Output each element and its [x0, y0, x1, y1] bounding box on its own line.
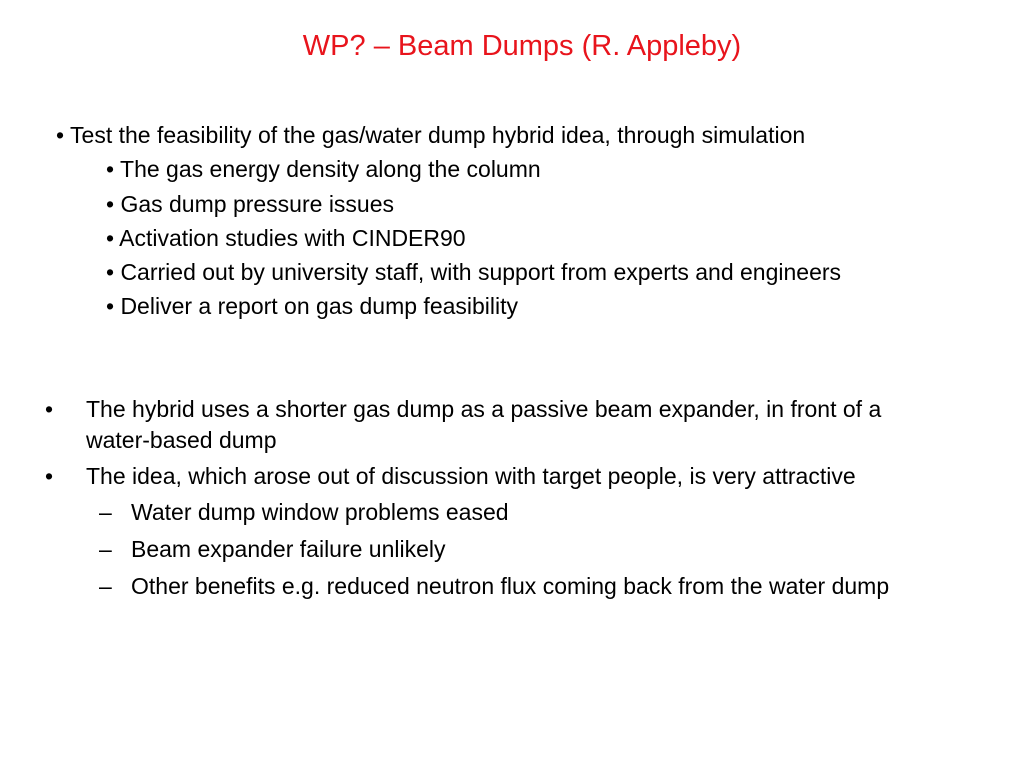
work-package-lead-item: • Test the feasibility of the gas/water dump hybrid idea, through simulation	[56, 122, 806, 148]
work-package-subitem: • Carried out by university staff, with support from experts and engineers	[106, 259, 842, 286]
benefit-text: Water dump window problems eased	[131, 499, 509, 525]
dash-marker: –	[99, 573, 112, 599]
hybrid-notes-list	[0, 394, 1000, 608]
hybrid-note-item	[0, 394, 946, 456]
benefit-item	[0, 571, 921, 602]
work-package-list	[56, 118, 996, 324]
work-package-subitem: • Deliver a report on gas dump feasibility	[106, 293, 519, 320]
work-package-subitems	[106, 152, 996, 323]
benefit-text: Other benefits e.g. reduced neutron flux coming back from the water dump	[131, 573, 890, 599]
hybrid-note-text: The hybrid uses a shorter gas dump as a passive beam expander, in front of a water-based dump	[86, 396, 882, 453]
dash-marker: –	[99, 499, 112, 525]
slide-title: WP? – Beam Dumps (R. Appleby)	[302, 30, 742, 62]
benefit-item	[0, 534, 921, 565]
hybrid-note-text: The idea, which arose out of discussion with target people, is very attractive	[86, 463, 856, 489]
dash-marker: –	[99, 536, 112, 562]
benefit-item	[0, 497, 921, 528]
bullet-marker: •	[45, 396, 54, 422]
benefit-text: Beam expander failure unlikely	[131, 536, 446, 562]
work-package-subitem: • The gas energy density along the column	[106, 156, 541, 183]
work-package-subitem: • Activation studies with CINDER90	[106, 224, 466, 251]
work-package-subitem: • Gas dump pressure issues	[106, 190, 395, 217]
bullet-marker: •	[45, 463, 54, 489]
hybrid-note-item	[0, 461, 946, 492]
